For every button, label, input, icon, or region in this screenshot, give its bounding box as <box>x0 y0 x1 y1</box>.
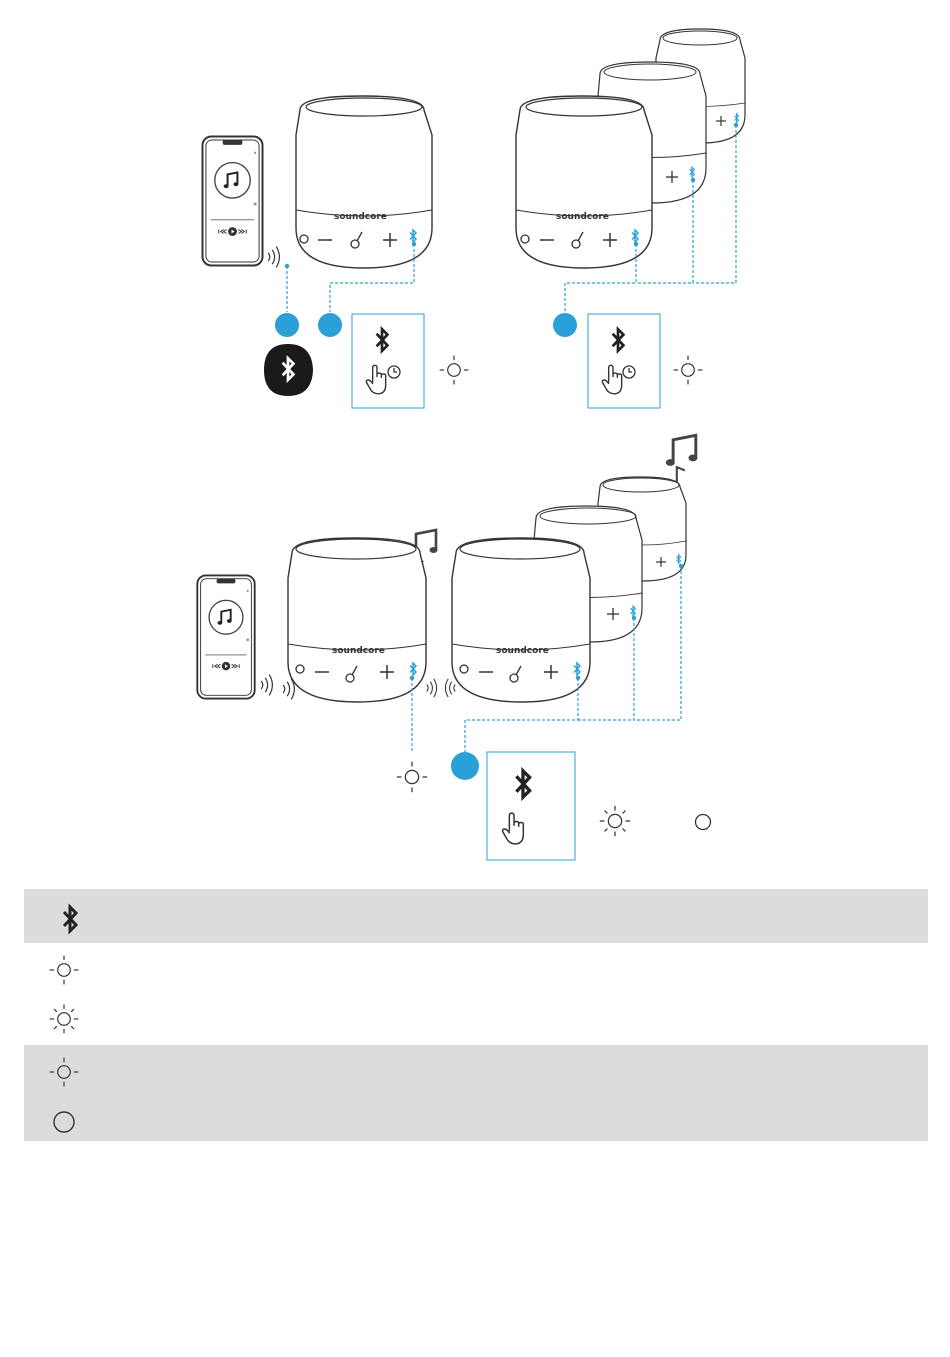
led-fast-flash-icon <box>46 1001 82 1037</box>
music-note-icon <box>666 435 698 466</box>
brand-label: soundcore <box>334 212 387 222</box>
brand-label: soundcore <box>556 212 609 222</box>
led-off-icon <box>696 815 711 830</box>
legend-group-led-status <box>24 1045 928 1141</box>
wireless-waves-icon <box>445 679 455 697</box>
led-slow-flash-icon <box>440 356 469 385</box>
step-marker <box>553 313 577 337</box>
step-marker <box>275 313 299 337</box>
speaker-guest-front <box>452 538 590 702</box>
led-off-icon <box>50 1108 78 1136</box>
wireless-waves-icon <box>427 679 437 697</box>
brand-label: soundcore <box>496 646 549 656</box>
led-slow-flash-icon <box>674 356 703 385</box>
brand-label: soundcore <box>332 646 385 656</box>
led-slow-flash-icon <box>397 762 427 792</box>
legend-row-bluetooth <box>24 889 928 943</box>
speaker-main-top <box>296 96 432 268</box>
phone-bottom <box>197 575 254 698</box>
led-slow-flash-icon <box>46 952 82 988</box>
instruction-box <box>588 314 660 408</box>
speaker-host-bottom <box>288 538 426 702</box>
speaker-top-right-front <box>516 96 652 268</box>
step-marker <box>451 752 479 780</box>
instruction-box <box>352 314 424 408</box>
wireless-waves-icon <box>268 247 279 268</box>
phone-top <box>202 137 262 266</box>
bluetooth-icon <box>52 899 92 939</box>
wireless-waves-icon <box>261 675 272 696</box>
instruction-box <box>487 752 575 860</box>
led-fast-flash-icon <box>600 806 630 836</box>
step-marker <box>318 313 342 337</box>
phone-bluetooth-logo <box>264 344 313 396</box>
legend-group-led <box>24 943 928 1045</box>
wireless-waves-icon <box>283 679 294 700</box>
led-slow-flash-icon <box>46 1054 82 1090</box>
